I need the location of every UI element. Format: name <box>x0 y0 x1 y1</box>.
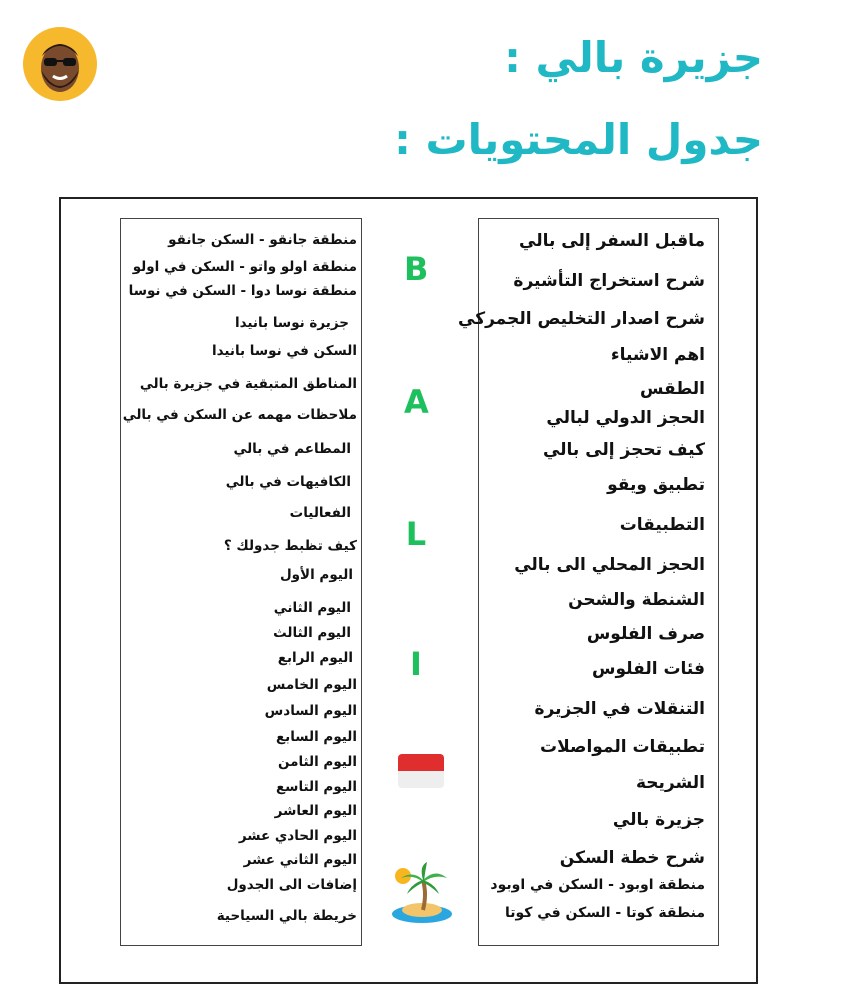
toc-item[interactable]: اليوم الثاني <box>273 600 351 616</box>
toc-item[interactable]: كيف تحجز إلى بالي <box>542 440 705 460</box>
toc-item[interactable]: منطقة جانقو - السكن جانقو <box>168 232 357 248</box>
toc-item[interactable]: التطبيقات <box>619 515 705 535</box>
toc-item[interactable]: شرح استخراج التأشيرة <box>513 271 705 291</box>
page-subtitle: جدول المحتويات : <box>394 115 763 164</box>
toc-item[interactable]: كيف تظبط جدولك ؟ <box>223 538 357 554</box>
avatar-icon <box>22 26 98 102</box>
toc-item[interactable]: جزيرة نوسا بانيدا <box>235 315 349 331</box>
bali-letter-i: I <box>410 645 422 683</box>
toc-item[interactable]: اهم الاشياء <box>610 345 705 365</box>
island-palm-icon <box>389 860 455 926</box>
bali-letter-a: A <box>404 383 429 421</box>
toc-item[interactable]: الحجز المحلي الى بالي <box>514 555 705 575</box>
toc-item[interactable]: اليوم الثامن <box>277 754 357 770</box>
toc-item[interactable]: اليوم العاشر <box>274 803 357 819</box>
toc-item[interactable]: اليوم الخامس <box>266 677 357 693</box>
toc-item[interactable]: السكن في نوسا بانيدا <box>211 343 357 359</box>
toc-item[interactable]: اليوم السابع <box>275 729 357 745</box>
toc-item[interactable]: الشنطة والشحن <box>568 590 705 610</box>
toc-item[interactable]: الطقس <box>639 379 705 399</box>
toc-item[interactable]: ملاحظات مهمه عن السكن في بالي <box>122 407 357 423</box>
toc-item[interactable]: جزيرة بالي <box>612 810 705 830</box>
toc-item[interactable]: شرح خطة السكن <box>559 848 705 868</box>
toc-item[interactable]: منطقة كوتا - السكن في كوتا <box>504 905 705 921</box>
toc-item[interactable]: المطاعم في بالي <box>233 441 351 457</box>
toc-item[interactable]: شرح اصدار التخليص الجمركي <box>458 309 705 329</box>
toc-item[interactable]: اليوم الثاني عشر <box>243 852 357 868</box>
toc-item[interactable]: اليوم الثالث <box>273 625 351 641</box>
toc-item[interactable]: تطبيقات المواصلات <box>540 737 705 757</box>
toc-item[interactable]: الشريحة <box>635 773 705 793</box>
bali-letter-b: B <box>404 250 429 288</box>
indonesia-flag-icon <box>397 753 445 789</box>
toc-item[interactable]: منطقة اوبود - السكن في اوبود <box>490 877 705 893</box>
toc-item[interactable]: اليوم السادس <box>264 703 357 719</box>
page-title: جزيرة بالي : <box>504 33 763 82</box>
bali-letter-l: L <box>405 515 427 553</box>
toc-item[interactable]: الحجز الدولي لبالي <box>546 408 705 428</box>
toc-item[interactable]: الكافيهات في بالي <box>225 474 351 490</box>
toc-item[interactable]: منطقة اولو واتو - السكن في اولو <box>132 259 357 275</box>
toc-item[interactable]: صرف الفلوس <box>586 624 705 644</box>
toc-item[interactable]: الفعاليات <box>289 505 351 521</box>
toc-item[interactable]: اليوم التاسع <box>275 779 357 795</box>
toc-item[interactable]: منطقة نوسا دوا - السكن في نوسا <box>128 283 357 299</box>
toc-item[interactable]: ماقبل السفر إلى بالي <box>519 231 705 251</box>
toc-item[interactable]: تطبيق ويقو <box>607 475 705 495</box>
toc-item[interactable]: اليوم الأول <box>279 567 353 583</box>
toc-item[interactable]: فئات الفلوس <box>592 659 705 679</box>
toc-item[interactable]: المناطق المتبقية في جزيرة بالي <box>139 376 357 392</box>
toc-item[interactable]: التنقلات في الجزيرة <box>534 699 705 719</box>
toc-item[interactable]: خريطة بالي السياحية <box>216 908 357 924</box>
toc-item[interactable]: اليوم الرابع <box>277 650 353 666</box>
toc-item[interactable]: إضافات الى الجدول <box>226 877 357 893</box>
toc-item[interactable]: اليوم الحادي عشر <box>238 828 357 844</box>
